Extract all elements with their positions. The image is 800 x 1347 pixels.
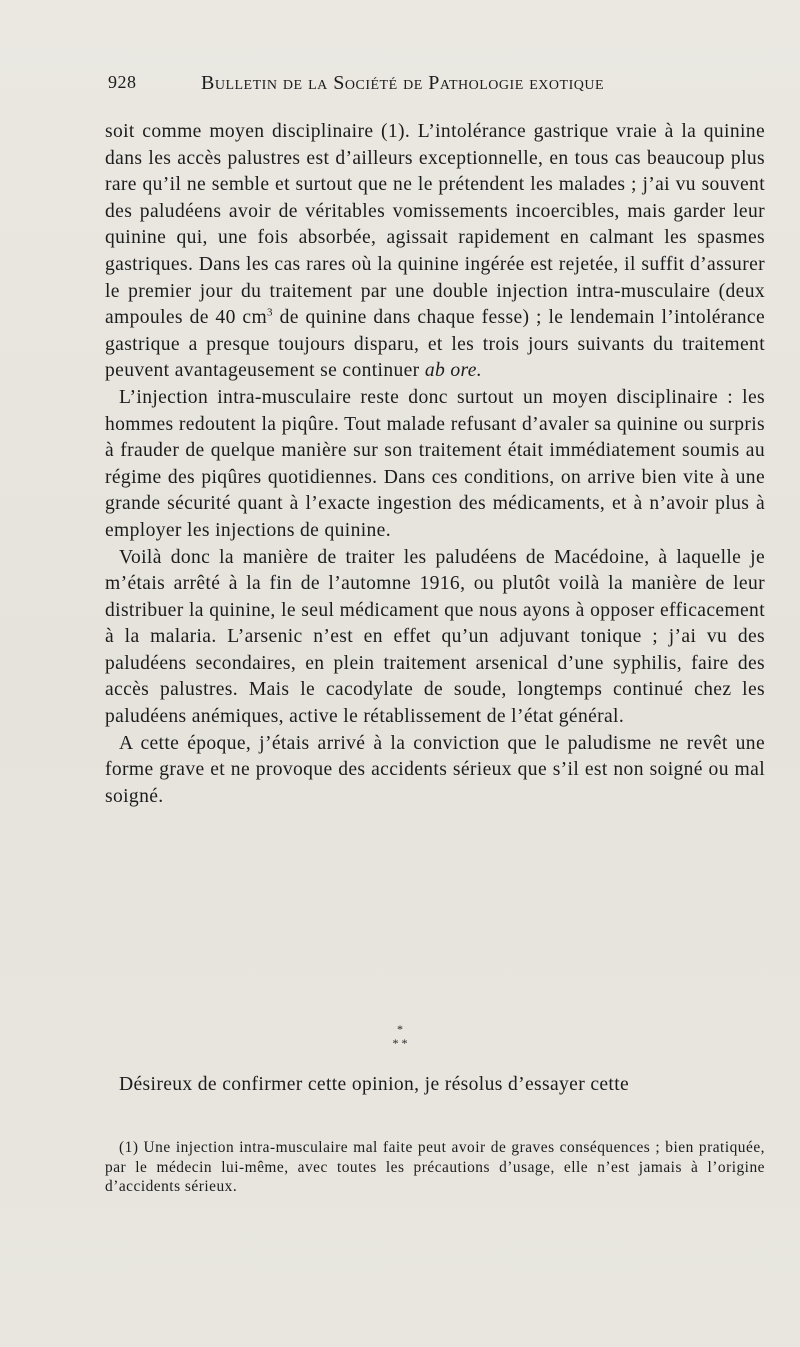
superscript-cube: 3 (267, 306, 273, 319)
paragraph-1-text-b: de quinine dans chaque fesse) ; le lendemain l’intolérance gastrique a presque toujours disparu, et les trois jours suivants du traitement peuvent avantageusement se continuer (105, 307, 765, 382)
separator-top-star: * (397, 1022, 403, 1036)
paragraph-1-italic: ab ore. (424, 360, 483, 382)
page-header (108, 70, 668, 98)
paragraph-1-text-a: soit comme moyen disciplinaire (1). L’intolérance gastrique vraie à la quinine dans les accès palustres est d’ailleurs exceptionnelle, en tous cas beaucoup plus rare qu’il ne semble et surtout que ne le prétendent les malades ; j’ai vu souvent des paludéens avoir de véritables vomissements incoercibles, mais garder leur quinine qui, une fois absorbée, agissait rapidement en calmant les spasmes gastriques. Dans les cas rares où la quinine ingérée est rejetée, il suffit d’assurer le premier jour du traitement par une double injection intra-musculaire (deux ampoules de 40 cm (105, 121, 765, 329)
section-separator (380, 1022, 420, 1050)
paragraph-3: Voilà donc la manière de traiter les paludéens de Macédoine, à laquelle je m’étais arrêté à la fin de l’automne 1916, ou plutôt voilà la manière de leur distribuer la quinine, le seul médicament que nous ayons à opposer efficacement à la malaria. L’arsenic n’est en effet qu’un adjuvant tonique ; j’ai vu des paludéens secondaires, en plein traitement arsenical d’une syphilis, faire des accès palustres. Mais le cacodylate de soude, longtemps continué chez les paludéens anémiques, active le rétablissement de l’état général. (105, 546, 765, 728)
paragraph-2: L’injection intra-musculaire reste donc surtout un moyen disciplinaire : les hommes redoutent la piqûre. Tout malade refusant d’avaler sa quinine ou surpris à frauder de quelque manière sur son traitement était immédiatement soumis au régime des piqûres quotidiennes. Dans ces conditions, on arrive bien vite à une grande sécurité quant à l’exacte ingestion des médicaments, et à n’avoir plus à employer les injections de quinine. (105, 386, 765, 541)
running-title: Bulletin de la Société de Pathologie exotique (201, 72, 605, 94)
closing-line: Désireux de confirmer cette opinion, je résolus d’essayer cette (119, 1074, 630, 1095)
page-number: 928 (108, 72, 137, 92)
separator-bottom-stars: * * (392, 1036, 408, 1050)
paragraph-1 (105, 119, 765, 385)
paragraph-4: A cette époque, j’étais arrivé à la conviction que le paludisme ne revêt une forme grave et ne provoque des accidents sérieux que s’il est non soigné ou mal soigné. (105, 732, 765, 807)
main-text (105, 119, 765, 810)
footnote: (1) Une injection intra-musculaire mal faite peut avoir de graves conséquences ; bien pratiquée, par le médecin lui-même, avec toutes les précautions d’usage, elle n’est jamais à l’origine d’accidents sérieux. (105, 1139, 765, 1195)
